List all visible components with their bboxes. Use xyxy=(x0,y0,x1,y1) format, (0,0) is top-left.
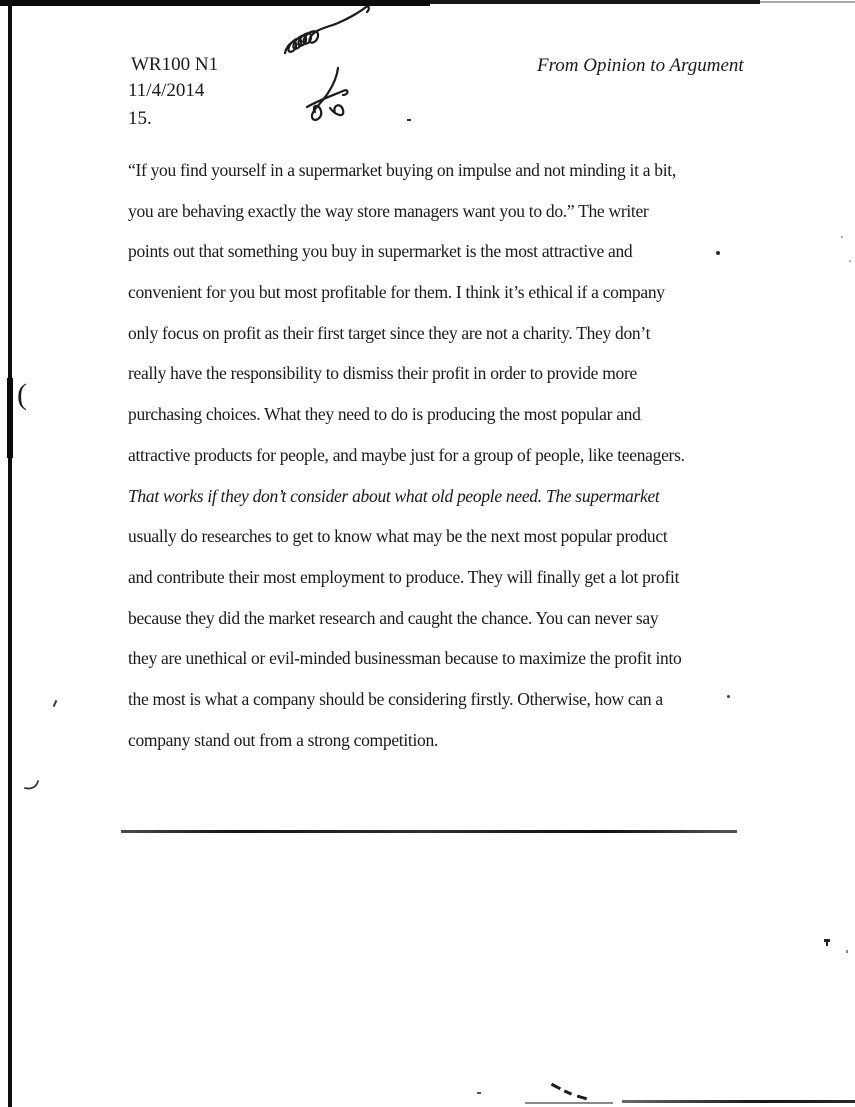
essay-line: really have the responsibility to dismiss their profit in order to provide more xyxy=(128,363,637,384)
essay-line: and contribute their most employment to produce. They will finally get a lot profit xyxy=(128,566,680,587)
running-title: From Opinion to Argument xyxy=(537,55,744,76)
essay-line: they are unethical or evil-minded businessman because to maximize the profit into xyxy=(128,648,682,669)
essay-line: the most is what a company should be considering firstly. Otherwise, how can a xyxy=(128,688,663,709)
scan-left-edge xyxy=(8,0,12,1107)
ink-curve-mark xyxy=(24,779,40,797)
ink-speck xyxy=(407,119,411,121)
ink-dash-mark xyxy=(564,1089,572,1095)
handwritten-crossed-scribble-icon xyxy=(303,66,353,124)
essay-line: only focus on profit as their first target since they are not a charity. They don’t xyxy=(128,322,651,343)
margin-paren-mark: ( xyxy=(17,378,27,411)
essay-line: usually do researches to get to know what may be the next most popular product xyxy=(128,526,668,547)
essay-line: convenient for you but most profitable for them. I think it’s ethical if a company xyxy=(128,282,665,303)
essay-line: you are behaving exactly the way store managers want you to do.” The writer xyxy=(128,200,649,221)
scan-bottom-edge xyxy=(525,1102,613,1104)
ink-speck xyxy=(849,260,851,262)
ink-dash-mark xyxy=(551,1083,561,1090)
course-code: WR100 N1 xyxy=(131,54,219,75)
ink-speck xyxy=(846,950,848,953)
ink-speck xyxy=(727,695,730,698)
essay-line: points out that something you buy in supermarket is the most attractive and xyxy=(128,241,633,262)
signature-rule xyxy=(121,830,737,833)
ink-tick-mark xyxy=(53,700,58,707)
essay-line: because they did the market research and caught the chance. You can never say xyxy=(128,607,659,628)
ink-speck xyxy=(477,1092,481,1094)
ink-speck xyxy=(716,251,720,255)
essay-line: purchasing choices. What they need to do is producing the most popular and xyxy=(128,404,641,425)
ink-dash-mark xyxy=(577,1095,587,1100)
essay-line: That works if they don’t consider about what old people need. The supermarket xyxy=(128,485,660,506)
ink-speck xyxy=(826,942,828,946)
essay-paragraph xyxy=(128,150,685,760)
scan-left-edge xyxy=(7,378,13,458)
essay-line: attractive products for people, and maybe just for a group of people, like teenagers. xyxy=(128,444,685,465)
ink-speck xyxy=(676,1100,680,1102)
item-number: 15. xyxy=(128,108,152,129)
ink-speck xyxy=(841,236,843,238)
scan-top-edge xyxy=(430,0,760,4)
scan-top-edge xyxy=(760,1,855,3)
scan-bottom-edge xyxy=(622,1100,855,1103)
essay-line: company stand out from a strong competition. xyxy=(128,729,439,750)
header-date: 11/4/2014 xyxy=(128,80,205,101)
handwritten-loop-scribble-icon xyxy=(281,5,377,63)
essay-line: “If you find yourself in a supermarket buying on impulse and not minding it a bit, xyxy=(128,160,676,180)
